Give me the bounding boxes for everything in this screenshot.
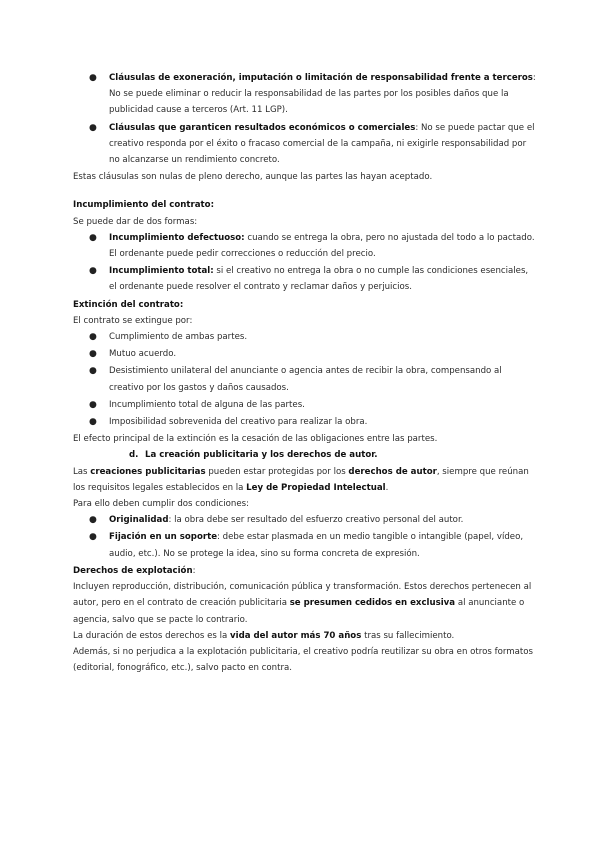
- list-item: ● Incumplimiento defectuoso: cuando se entrega la obra, pero no ajustada del todo a lo pactado. El ordenante puede pedir correcciones o reducción del precio.: [73, 230, 538, 262]
- condiciones-list: [73, 512, 538, 562]
- extincion-intro: El contrato se extingue por:: [73, 315, 193, 326]
- incumplimiento-intro: Se puede dar de dos formas:: [73, 216, 198, 227]
- list-item: ● Cláusulas de exoneración, imputación o limitación de responsabilidad frente a terceros: No se puede eliminar o reducir la responsabilidad de las partes por los posibles daños que la publicidad cause a terceros (Art. 11 LGP).: [73, 70, 538, 119]
- section-title-extincion: Extinción del contrato:: [73, 299, 184, 310]
- bullet-icon: ●: [89, 266, 97, 277]
- explotacion-paragraph-2: La duración de estos derechos es la vida del autor más 70 años tras su fallecimiento.: [73, 630, 455, 641]
- incumplimiento-list: [73, 230, 538, 296]
- clausulas-closing: Estas cláusulas son nulas de pleno derecho, aunque las partes las hayan aceptado.: [73, 172, 433, 183]
- list-item: ● Incumplimiento total: si el creativo no entrega la obra o no cumple las condiciones esenciales, el ordenante puede resolver el contrato y reclamar daños y perjuicios.: [73, 263, 538, 295]
- seccion-d-conditions-intro: Para ello deben cumplir dos condiciones:: [73, 499, 250, 510]
- bullet-icon: ●: [89, 232, 97, 243]
- list-item: ● Mutuo acuerdo.: [73, 346, 538, 362]
- bullet-icon: ●: [89, 73, 97, 83]
- bullet-icon: ●: [89, 399, 97, 410]
- seccion-d-paragraph: Las creaciones publicitarias pueden estar protegidas por los derechos de autor, siempre que reúnan los requisitos legales establecidos en la Ley de Propiedad Intelectual.: [73, 466, 529, 493]
- explotacion-paragraph-1: Incluyen reproducción, distribución, comunicación pública y transformación. Estos derechos pertenecen al autor, pero en el contrato de creación publicitaria se presumen cedidos en exclusiva al anunciante o agencia, salvo que se pacte lo contrario.: [73, 582, 532, 625]
- clausulas-list: [73, 70, 538, 168]
- bullet-icon: ●: [89, 366, 97, 377]
- bullet-icon: ●: [89, 417, 97, 428]
- bullet-icon: ●: [89, 332, 97, 343]
- list-item: ● Fijación en un soporte: debe estar plasmada en un medio tangible o intangible (papel, vídeo, audio, etc.). No se protege la idea, sino su forma concreta de expresión.: [73, 529, 538, 561]
- explotacion-paragraph-3: Además, si no perjudica a la explotación publicitaria, el creativo podría reutilizar su obra en otros formatos (editorial, fonográfico, etc.), salvo pacto en contra.: [73, 646, 533, 674]
- document-page: [73, 70, 538, 676]
- list-item: ● Cumplimiento de ambas partes.: [73, 329, 538, 345]
- bullet-icon: ●: [89, 122, 97, 133]
- bullet-icon: ●: [89, 532, 97, 543]
- extincion-list: [73, 329, 538, 430]
- bullet-icon: ●: [89, 349, 97, 360]
- list-item: ● Desistimiento unilateral del anunciante o agencia antes de recibir la obra, compensando al creativo por los gastos y daños causados.: [73, 363, 538, 395]
- list-item: ● Imposibilidad sobrevenida del creativo para realizar la obra.: [73, 414, 538, 430]
- list-item: ● Originalidad: la obra debe ser resultado del esfuerzo creativo personal del autor.: [73, 512, 538, 528]
- list-item: ● Incumplimiento total de alguna de las partes.: [73, 397, 538, 413]
- list-item: ● Cláusulas que garanticen resultados económicos o comerciales: No se puede pactar que el creativo responda por el éxito o fracaso comercial de la campaña, ni exigirle responsabilidad por no alcanzarse un rendimiento concreto.: [73, 120, 538, 169]
- bullet-icon: ●: [89, 515, 97, 526]
- section-title-explotacion: Derechos de explotación:: [73, 565, 196, 576]
- extincion-closing: El efecto principal de la extinción es la cesación de las obligaciones entre las partes.: [73, 434, 438, 445]
- section-title-d: d. La creación publicitaria y los derechos de autor.: [129, 450, 378, 461]
- section-title-incumplimiento: Incumplimiento del contrato:: [73, 200, 215, 211]
